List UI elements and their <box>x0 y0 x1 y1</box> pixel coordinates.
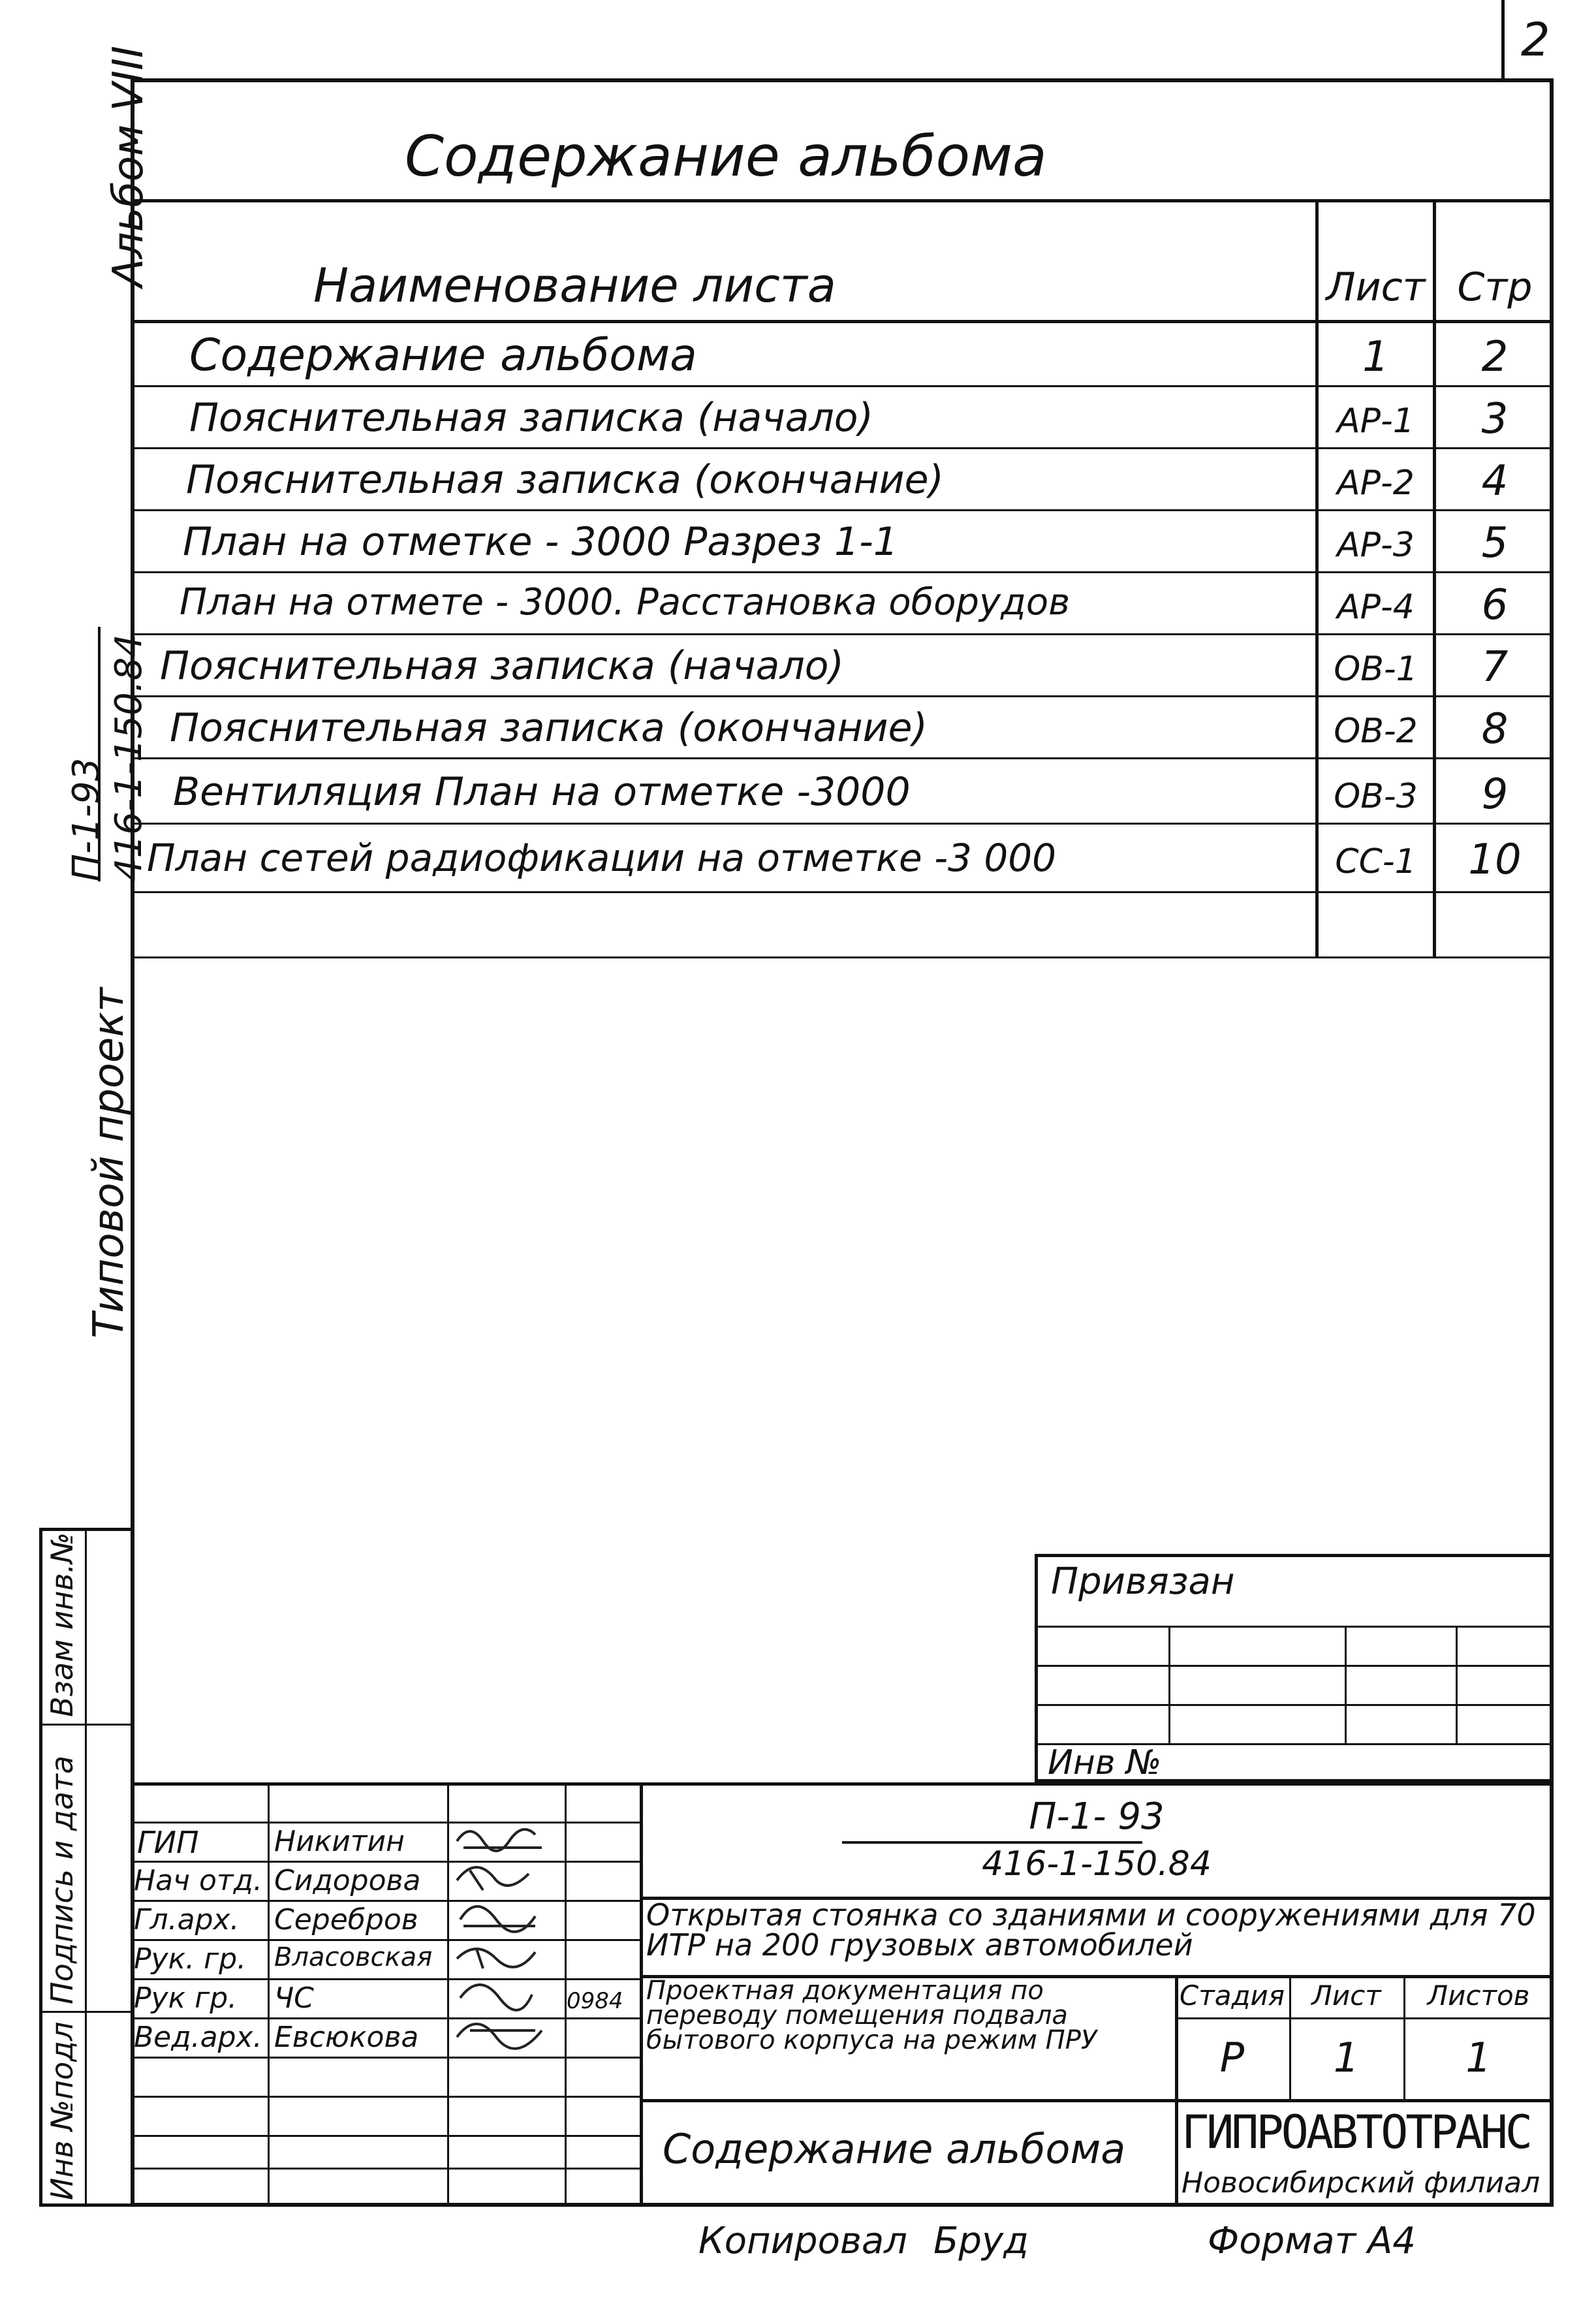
binding-col <box>1345 1626 1347 1743</box>
left-stamp-row <box>39 2011 131 2013</box>
staff-name: Серебров <box>274 1903 418 1936</box>
row-sheet: АР-1 <box>1337 402 1415 441</box>
row-page: 10 <box>1468 836 1522 884</box>
binding-divider <box>1035 1626 1554 1628</box>
row-divider <box>131 823 1554 825</box>
staff-role: Гл.арх. <box>134 1903 240 1936</box>
row-name: План на отмете - 3000. Расстановка оборудов <box>180 581 1071 624</box>
binding-inv-label: Инв № <box>1048 1743 1162 1782</box>
tb-sheets-label: Листов <box>1427 1980 1530 2012</box>
binding-col <box>1168 1626 1170 1743</box>
tb-sheet-label: Лист <box>1311 1980 1381 2012</box>
tb-org-branch: Новосибирский филиал <box>1181 2166 1541 2200</box>
staff-role: Вед.арх. <box>134 2021 262 2054</box>
project-type-label: Типовой проект <box>85 987 133 1338</box>
project-code-divider <box>98 627 101 881</box>
row-sheet: ОВ-3 <box>1334 777 1418 816</box>
staff-row-line <box>131 2168 640 2170</box>
tb-org-name: ГИПРОАВТОТРАНС <box>1181 2106 1531 2159</box>
inv-podl-label: Инв №подл <box>44 2021 80 2200</box>
row-sheet: ОВ-1 <box>1334 650 1418 689</box>
project-code-top: П-1-93 <box>65 757 108 881</box>
header-divider <box>131 320 1554 323</box>
binding-divider <box>1035 1665 1554 1667</box>
header-sheet: Лист <box>1326 264 1426 310</box>
row-divider <box>131 757 1554 759</box>
row-divider <box>131 891 1554 893</box>
row-page: 5 <box>1481 519 1509 567</box>
row-name: Вентиляция План на отметке -3000 <box>173 769 911 815</box>
header-page: Стр <box>1457 264 1533 310</box>
footer-copier: Бруд <box>933 2220 1029 2262</box>
row-divider <box>131 956 1554 958</box>
staff-col <box>268 1782 270 2207</box>
row-name: Пояснительная записка (начало) <box>189 395 873 441</box>
left-stamp-row <box>39 1724 131 1726</box>
tb-divider <box>640 2099 1554 2102</box>
footer-copied-label: Копировал <box>698 2220 907 2262</box>
row-sheet: АР-3 <box>1337 526 1415 565</box>
tb-stage-label: Стадия <box>1179 1980 1285 2012</box>
row-page: 8 <box>1481 705 1509 753</box>
row-divider <box>131 447 1554 449</box>
page-title: Содержание альбома <box>405 124 1047 189</box>
tb-sheet: 1 <box>1333 2034 1360 2081</box>
row-page: 9 <box>1481 770 1509 819</box>
tb-doc-name: Проектная документация по переводу помещения подвала бытового корпуса на режим ПРУ <box>646 1976 1097 2055</box>
left-stamp-col <box>85 1528 87 2207</box>
project-code-bottom: 416-1-150.84 <box>108 634 150 881</box>
title-divider <box>131 199 1554 202</box>
staff-row-line <box>131 2135 640 2137</box>
binding-col <box>1456 1626 1458 1743</box>
row-page: 7 <box>1481 643 1509 691</box>
row-divider <box>131 695 1554 697</box>
row-sheet: СС-1 <box>1335 842 1416 881</box>
row-sheet: АР-4 <box>1337 588 1415 627</box>
staff-name: ЧС <box>274 1982 314 2015</box>
album-label: Альбом VIII <box>104 45 153 287</box>
row-divider <box>131 633 1554 635</box>
tb-stage: Р <box>1219 2034 1245 2081</box>
staff-name: Никитин <box>274 1825 405 1858</box>
row-name: Пояснительная записка (окончание) <box>170 705 928 751</box>
binding-title: Привязан <box>1051 1560 1235 1603</box>
row-page: 3 <box>1481 395 1509 443</box>
signatures-column <box>450 1822 568 2057</box>
staff-name: Евсюкова <box>274 2021 419 2054</box>
staff-row-line <box>131 2096 640 2098</box>
tb-code-divider <box>842 1841 1142 1844</box>
row-divider <box>131 509 1554 511</box>
header-name: Наименование листа <box>313 258 836 313</box>
staff-role: Рук гр. <box>134 1982 238 2015</box>
staff-row-line <box>131 2057 640 2059</box>
row-sheet: 1 <box>1362 333 1389 381</box>
row-name: Пояснительная записка (начало) <box>160 643 844 689</box>
row-name: План сетей радиофикации на отметке -3 000 <box>147 836 1057 880</box>
staff-role: ГИП <box>137 1825 199 1860</box>
row-divider <box>131 385 1554 387</box>
row-page: 6 <box>1481 581 1509 629</box>
staff-name: Власовская <box>274 1942 433 1972</box>
sign-date: 0984 <box>567 1988 623 2014</box>
staff-col <box>447 1782 449 2207</box>
tb-code-top: П-1- 93 <box>1029 1795 1165 1838</box>
page-number: 2 <box>1521 13 1550 67</box>
tb-divider <box>1175 2017 1554 2019</box>
tb-object-name: Открытая стоянка со зданиями и сооружениями для 70 ИТР на 200 грузовых автомобилей <box>646 1897 1536 1963</box>
footer-format: Формат А4 <box>1208 2220 1416 2262</box>
row-name: План на отметке - 3000 Разрез 1-1 <box>183 519 898 565</box>
row-page: 4 <box>1481 457 1509 505</box>
row-sheet: АР-2 <box>1337 464 1415 503</box>
row-page: 2 <box>1481 333 1509 381</box>
binding-divider <box>1035 1704 1554 1706</box>
staff-name: Сидорова <box>274 1864 421 1897</box>
vzam-inv-label: Взам инв.№ <box>44 1532 80 1717</box>
tb-code-bottom: 416-1-150.84 <box>982 1844 1212 1884</box>
row-sheet: ОВ-2 <box>1334 712 1418 751</box>
sign-date-label: Подпись и дата <box>44 1755 80 2004</box>
tb-sheets: 1 <box>1465 2034 1492 2081</box>
tb-sheet-title: Содержание альбома <box>663 2125 1126 2173</box>
row-name: Пояснительная записка (окончание) <box>186 457 944 503</box>
row-name: Содержание альбома <box>189 330 697 381</box>
page-number-divider <box>1501 0 1505 78</box>
row-divider <box>131 571 1554 573</box>
staff-role: Рук. гр. <box>134 1942 247 1976</box>
title-block-top <box>131 1782 1554 1786</box>
staff-role: Нач отд. <box>134 1864 262 1897</box>
